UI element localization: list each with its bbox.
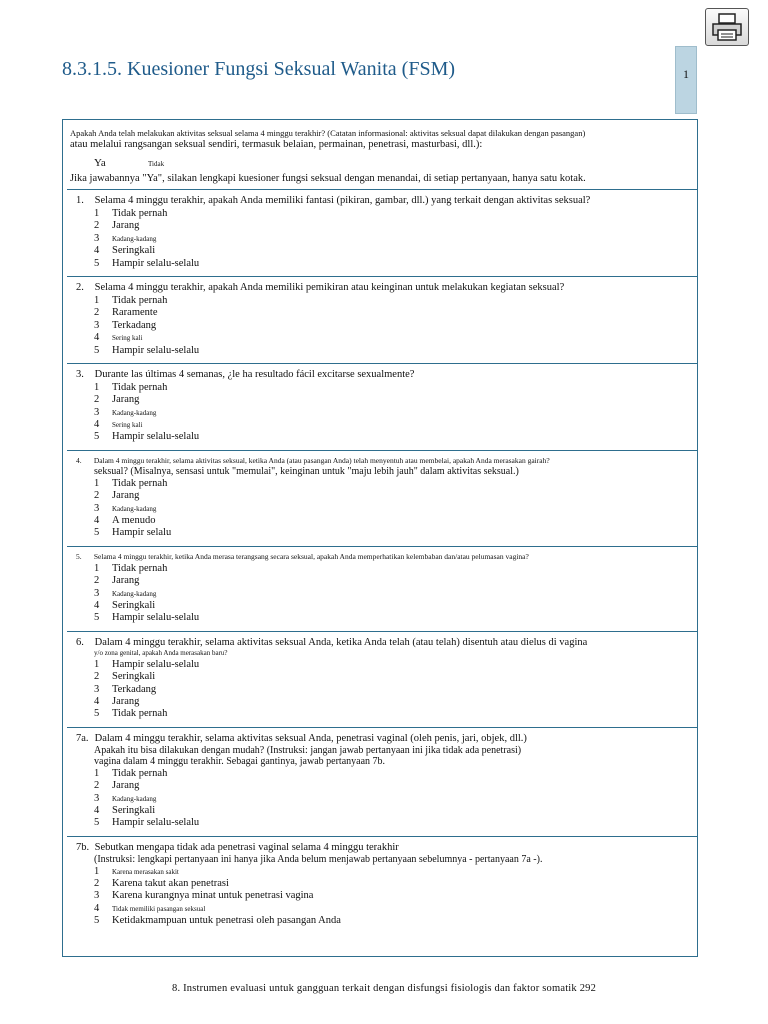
answer-options xyxy=(70,866,693,928)
answer-option[interactable] xyxy=(94,915,693,927)
question-stem: Selama 4 minggu terakhir, apakah Anda memiliki fantasi (pikiran, gambar, dll.) yang terkait dengan aktivitas seksual? xyxy=(94,195,591,206)
option-label: Jarang xyxy=(112,394,140,406)
option-number: 2 xyxy=(94,671,100,683)
answer-option[interactable] xyxy=(94,612,693,624)
option-label: Kadang-kadang xyxy=(112,504,157,513)
answer-options xyxy=(70,563,693,625)
option-label: Tidak pernah xyxy=(112,208,168,219)
answer-option[interactable] xyxy=(94,307,693,319)
question-text xyxy=(70,637,693,649)
question-stem: Dalam 4 minggu terakhir, selama aktivitas seksual Anda, penetrasi vaginal (oleh penis, jari, objek, dll.) xyxy=(94,732,527,744)
question-block xyxy=(70,364,693,450)
answer-option[interactable] xyxy=(94,817,693,829)
option-number: 5 xyxy=(94,527,100,539)
option-label: Hampir selalu xyxy=(112,527,172,539)
answer-option[interactable] xyxy=(94,515,693,527)
question-text xyxy=(70,282,693,294)
option-number: 4 xyxy=(94,245,100,257)
option-number: 5 xyxy=(94,708,100,720)
option-label: Tidak pernah xyxy=(112,477,168,489)
question-block xyxy=(70,728,693,836)
answer-option[interactable] xyxy=(94,431,693,443)
option-number: 4 xyxy=(94,695,100,707)
answer-option[interactable] xyxy=(94,768,693,780)
option-number: 4 xyxy=(94,332,100,344)
option-number: 4 xyxy=(94,419,100,431)
option-label: Kadang-kadang xyxy=(112,794,157,803)
answer-options xyxy=(70,478,693,540)
option-number: 1 xyxy=(94,294,100,306)
option-label: Hampir selalu-selalu xyxy=(112,431,200,443)
question-text xyxy=(70,552,693,562)
answer-option[interactable] xyxy=(94,295,693,307)
question-text xyxy=(70,456,693,466)
option-number: 3 xyxy=(94,792,100,804)
option-label: Hampir selalu-selalu xyxy=(112,817,200,829)
option-number: 2 xyxy=(94,780,100,792)
answer-option[interactable] xyxy=(94,903,693,915)
question-stem: Dalam 4 minggu terakhir, selama aktivitas seksual Anda, ketika Anda telah (atau telah) disentuh atau dielus di vagina xyxy=(94,636,588,648)
question-block xyxy=(70,837,693,934)
option-number: 3 xyxy=(94,232,100,244)
answer-options xyxy=(70,208,693,270)
option-number: 5 xyxy=(94,431,100,443)
option-number: 3 xyxy=(94,683,100,695)
question-number: 6. xyxy=(76,636,84,648)
answer-option[interactable] xyxy=(94,490,693,502)
option-number: 2 xyxy=(94,490,100,502)
answer-option[interactable] xyxy=(94,419,693,431)
answer-option[interactable] xyxy=(94,478,693,490)
option-label: Tidak pernah xyxy=(112,767,168,779)
option-label: Raramente xyxy=(112,307,158,319)
option-number: 5 xyxy=(94,612,100,624)
question-text xyxy=(70,369,693,381)
answer-option[interactable] xyxy=(94,220,693,232)
option-number: 3 xyxy=(94,319,100,331)
option-label: Hampir selalu-selalu xyxy=(112,257,200,269)
option-label: Terkadang xyxy=(112,319,157,331)
answer-option[interactable] xyxy=(94,659,693,671)
question-stem: Selama 4 minggu terakhir, apakah Anda memiliki pemikiran atau keinginan untuk melakukan kegiatan seksual? xyxy=(94,281,565,293)
option-number: 5 xyxy=(94,257,100,269)
question-block xyxy=(70,190,693,276)
question-subtext: y/o zona genital, apakah Anda merasakan baru? xyxy=(94,648,228,657)
option-label: Tidak pernah xyxy=(112,294,168,306)
question-stem: Sebutkan mengapa tidak ada penetrasi vaginal selama 4 minggu terakhir xyxy=(94,841,399,853)
option-number: 1 xyxy=(94,381,100,393)
option-label: Karena kurangnya minat untuk penetrasi vagina xyxy=(112,890,314,902)
option-label: Seringkali xyxy=(112,599,156,611)
printer-icon xyxy=(710,12,744,42)
answer-option[interactable] xyxy=(94,575,693,587)
answer-option[interactable] xyxy=(94,503,693,515)
question-text xyxy=(70,842,693,854)
answer-option[interactable] xyxy=(94,890,693,902)
answer-option[interactable] xyxy=(94,245,693,257)
question-number: 3. xyxy=(76,368,84,380)
answer-option[interactable] xyxy=(94,208,693,220)
question-number: 4. xyxy=(76,455,82,465)
answer-option[interactable] xyxy=(94,394,693,406)
option-number: 1 xyxy=(94,865,100,877)
option-number: 1 xyxy=(94,477,100,489)
option-number: 5 xyxy=(94,344,100,356)
page-footer: 8. Instrumen evaluasi untuk gangguan terkait dengan disfungsi fisiologis dan faktor somatik 292 xyxy=(172,983,597,994)
answer-option[interactable] xyxy=(94,708,693,720)
question-number: 7a. xyxy=(76,732,89,744)
option-label: Kadang-kadang xyxy=(112,589,157,598)
answer-option[interactable] xyxy=(94,320,693,332)
page-number-tab[interactable] xyxy=(675,46,697,114)
yes-option[interactable]: Ya xyxy=(94,157,106,169)
option-number: 1 xyxy=(94,562,100,574)
question-text xyxy=(70,733,693,745)
answer-options xyxy=(70,659,693,721)
option-label: Jarang xyxy=(112,695,140,707)
option-number: 3 xyxy=(94,890,100,902)
answer-option[interactable] xyxy=(94,684,693,696)
option-label: Terkadang xyxy=(112,683,157,695)
option-label: Seringkali xyxy=(112,804,156,816)
question-number: 1. xyxy=(76,195,84,206)
question-subtext: (Instruksi: lengkapi pertanyaan ini hanya jika Anda belum menjawab pertanyaan sebelumnya - pertanyaan 7a -). xyxy=(94,853,543,865)
option-number: 2 xyxy=(94,878,100,890)
answer-option[interactable] xyxy=(94,671,693,683)
option-label: Hampir selalu-selalu xyxy=(112,344,200,356)
page-number: 1 xyxy=(683,67,689,81)
answer-option[interactable] xyxy=(94,233,693,245)
option-label: Karena merasakan sakit xyxy=(112,867,179,876)
questionnaire-box xyxy=(62,119,698,957)
question-list xyxy=(70,189,693,934)
option-number: 3 xyxy=(94,406,100,418)
option-label: Jarang xyxy=(112,575,140,587)
option-label: Hampir selalu-selalu xyxy=(112,612,200,624)
answer-option[interactable] xyxy=(94,382,693,394)
option-number: 4 xyxy=(94,804,100,816)
option-number: 5 xyxy=(94,915,100,927)
intro-line-1: Apakah Anda telah melakukan aktivitas seksual selama 4 minggu terakhir? (Catatan informasional: aktivitas seksual dapat dilakukan dengan pasangan) xyxy=(70,128,586,138)
question-block xyxy=(70,547,693,631)
option-label: Kadang-kadang xyxy=(112,408,157,417)
question-subtext: vagina dalam 4 minggu terakhir. Sebagai gantinya, jawab pertanyaan 7b. xyxy=(94,755,386,767)
question-subtext: Apakah itu bisa dilakukan dengan mudah? (Instruksi: jangan jawab pertanyaan ini jika tidak ada penetrasi) xyxy=(94,744,522,756)
option-label: Sering kali xyxy=(112,334,143,343)
question-number: 7b. xyxy=(76,841,90,853)
answer-options xyxy=(70,382,693,444)
option-label: Seringkali xyxy=(112,671,156,683)
option-label: Jarang xyxy=(112,780,140,792)
question-stem: Durante las últimas 4 semanas, ¿le ha resultado fácil excitarse sexualmente? xyxy=(94,368,415,380)
answer-options xyxy=(70,768,693,830)
answer-option[interactable] xyxy=(94,696,693,708)
option-label: Karena takut akan penetrasi xyxy=(112,878,229,890)
option-label: Tidak pernah xyxy=(112,381,168,393)
answer-option[interactable] xyxy=(94,866,693,878)
option-label: Seringkali xyxy=(112,245,156,257)
option-number: 2 xyxy=(94,394,100,406)
answer-option[interactable] xyxy=(94,258,693,270)
option-number: 2 xyxy=(94,307,100,319)
option-number: 1 xyxy=(94,208,100,219)
answer-option[interactable] xyxy=(94,332,693,344)
option-number: 1 xyxy=(94,767,100,779)
answer-options xyxy=(70,295,693,357)
option-label: Jarang xyxy=(112,220,140,232)
option-label: Tidak memiliki pasangan seksual xyxy=(112,904,206,913)
intro-instruction: Jika jawabannya "Ya", silakan lengkapi kuesioner fungsi seksual dengan menandai, di setiap pertanyaan, hanya satu kotak. xyxy=(70,173,586,184)
option-label: Kadang-kadang xyxy=(112,234,157,243)
page-title: 8.3.1.5. Kuesioner Fungsi Seksual Wanita (FSM) xyxy=(62,58,456,80)
option-label: Ketidakmampuan untuk penetrasi oleh pasangan Anda xyxy=(112,915,341,927)
option-number: 4 xyxy=(94,599,100,611)
answer-option[interactable] xyxy=(94,780,693,792)
option-label: Sering kali xyxy=(112,421,143,430)
option-number: 4 xyxy=(94,902,100,914)
answer-option[interactable] xyxy=(94,345,693,357)
question-stem: Selama 4 minggu terakhir, ketika Anda merasa terangsang secara seksual, apakah Anda memperhatikan kelembaban dan/atau pelumasan vagina? xyxy=(93,551,529,561)
answer-option[interactable] xyxy=(94,878,693,890)
question-number: 2. xyxy=(76,281,84,293)
option-number: 4 xyxy=(94,515,100,527)
answer-option[interactable] xyxy=(94,588,693,600)
option-number: 3 xyxy=(94,587,100,599)
question-block xyxy=(70,277,693,363)
no-option[interactable]: Tidak xyxy=(148,160,165,168)
option-label: Tidak pernah xyxy=(112,708,168,720)
option-label: Tidak pernah xyxy=(112,562,168,574)
question-stem: Dalam 4 minggu terakhir, selama aktivitas seksual, ketika Anda (atau pasangan Anda) telah menyentuh atau membelai, apakah Anda merasakan gairah? xyxy=(93,455,550,465)
intro-line-2: atau melalui rangsangan seksual sendiri, termasuk belaian, permainan, penetrasi, masturbasi, dll.): xyxy=(70,139,483,150)
option-number: 5 xyxy=(94,817,100,829)
answer-option[interactable] xyxy=(94,600,693,612)
answer-option[interactable] xyxy=(94,527,693,539)
option-label: Hampir selalu-selalu xyxy=(112,658,200,670)
option-number: 2 xyxy=(94,220,100,232)
yes-no-choice xyxy=(70,151,693,173)
question-subtext: seksual? (Misalnya, sensasi untuk "memulai", keinginan untuk "maju lebih jauh" dalam aktivitas seksual.) xyxy=(94,465,519,477)
option-label: Jarang xyxy=(112,490,140,502)
question-text xyxy=(70,195,693,207)
question-block xyxy=(70,451,693,546)
answer-option[interactable] xyxy=(94,563,693,575)
question-block xyxy=(70,632,693,727)
answer-option[interactable] xyxy=(94,407,693,419)
option-label: A menudo xyxy=(112,515,156,527)
answer-option[interactable] xyxy=(94,805,693,817)
question-number: 5. xyxy=(76,551,82,561)
option-number: 3 xyxy=(94,502,100,514)
print-button[interactable] xyxy=(705,8,749,46)
option-number: 2 xyxy=(94,575,100,587)
answer-option[interactable] xyxy=(94,793,693,805)
option-number: 1 xyxy=(94,658,100,670)
